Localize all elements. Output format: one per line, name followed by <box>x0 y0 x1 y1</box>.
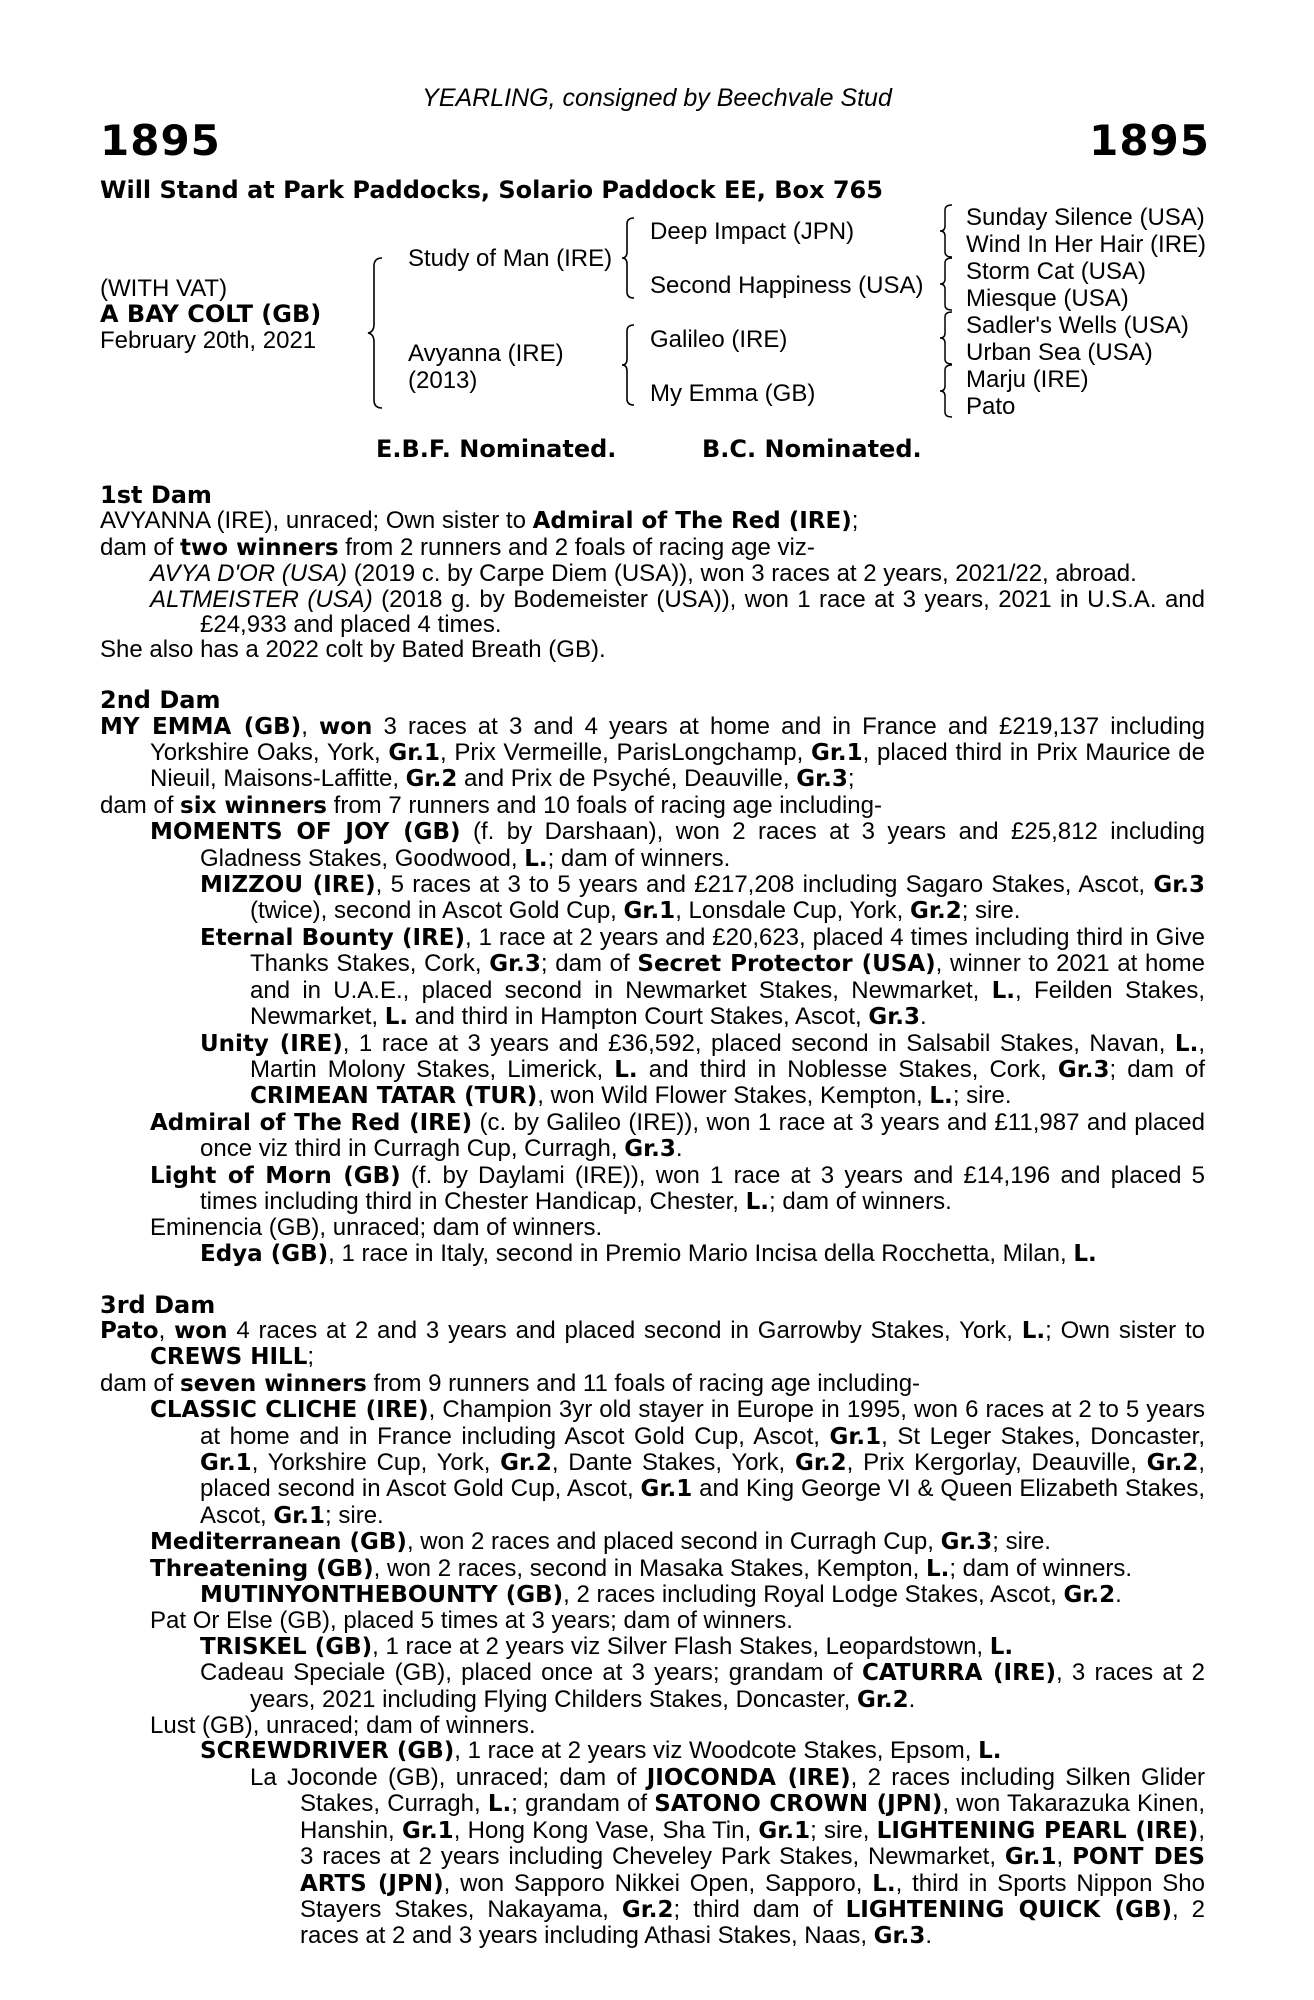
ebf-nomination: E.B.F. Nominated. <box>376 435 617 463</box>
pedigree-dss: Sadler's Wells (USA) <box>966 312 1189 339</box>
pedigree-sss: Sunday Silence (USA) <box>966 204 1205 231</box>
pedigree-sire: Study of Man (IRE) <box>408 245 613 272</box>
foaling-date: February 20th, 2021 <box>100 327 317 354</box>
produce-eternal-bounty: Eternal Bounty (IRE), 1 race at 2 years and £20,623, placed 4 times including third in Give Thanks Stakes, Cork, Gr.3; dam of Secret Protector (USA), winner to 2021 at home and in U.A.E., placed second in Newmarket Stakes, Newmarket, L., Feilden Stakes, Newmarket, L. and third in Hampton Court Stakes, Ascot, Gr.3. <box>200 923 1206 1031</box>
produce-moments-of-joy: MOMENTS OF JOY (GB) (f. by Darshaan), won 2 races at 3 years and £25,812 including Gladness Stakes, Goodwood, L.; dam of winners. <box>150 818 1205 872</box>
produce-eminencia: Eminencia (GB), unraced; dam of winners. <box>150 1214 603 1242</box>
pedigree-dam: Avyanna (IRE) <box>408 340 564 367</box>
produce-2022-colt: She also has a 2022 colt by Bated Breath (GB). <box>100 636 606 664</box>
pedigree-dds: Marju (IRE) <box>966 366 1089 393</box>
third-dam-summary: Pato, won 4 races at 2 and 3 years and placed second in Garrowby Stakes, York, L.; Own sister to CREWS HILL; <box>100 1316 1206 1371</box>
produce-classic-cliche: CLASSIC CLICHE (IRE), Champion 3yr old stayer in Europe in 1995, won 6 races at 2 to 5 years at home and in France including Ascot Gold Cup, Ascot, Gr.1, St Leger Stakes, Doncaster, Gr.1, Yorkshire Cup, York, Gr.2, Dante Stakes, York, Gr.2, Prix Kergorlay, Deauville, Gr.2, placed second in Ascot Gold Cup, Ascot, Gr.1 and King George VI & Queen Elizabeth Stakes, Ascot, Gr.1; sire. <box>150 1396 1205 1529</box>
lot-number-right: 1895 <box>1089 116 1210 165</box>
produce-pat-or-else: Pat Or Else (GB), placed 5 times at 3 years; dam of winners. <box>150 1607 793 1635</box>
pedigree-bracket-ss <box>940 205 956 257</box>
first-dam-produce: dam of two winners from 2 runners and 2 foals of racing age viz- <box>100 533 815 561</box>
produce-avya-dor: AVYA D'OR (USA) (2019 c. by Carpe Diem (USA)), won 3 races at 2 years, 2021/22, abroad. <box>150 560 1137 588</box>
produce-la-joconde: La Joconde (GB), unraced; dam of JIOCONDA (IRE), 2 races including Silken Glider Stakes, Curragh, L.; grandam of SATONO CROWN (JPN), won Takarazuka Kinen, Hanshin, Gr.1, Hong Kong Vase, Sha Tin, Gr.1; sire, LIGHTENING PEARL (IRE), 3 races at 2 years including Cheveley Park Stakes, Newmarket, Gr.1, PONT DES ARTS (JPN), won Sapporo Nikkei Open, Sapporo, L., third in Sports Nippon Sho Stayers Stakes, Nakayama, Gr.2; third dam of LIGHTENING QUICK (GB), 2 races at 2 and 3 years including Athasi Stakes, Naas, Gr.3. <box>250 1763 1206 1950</box>
produce-light-of-morn: Light of Morn (GB) (f. by Daylami (IRE)), won 1 race at 3 years and £14,196 and placed 5 times including third in Chester Handicap, Chester, L.; dam of winners. <box>150 1161 1205 1215</box>
pedigree-sire-dam: Second Happiness (USA) <box>650 272 924 299</box>
pedigree-sdd: Miesque (USA) <box>966 285 1129 312</box>
pedigree-dam-sire: Galileo (IRE) <box>650 326 788 353</box>
second-dam-summary: MY EMMA (GB), won 3 races at 3 and 4 years at home and in France and £219,137 including Yorkshire Oaks, York, Gr.1, Prix Vermeille, ParisLongchamp, Gr.1, placed third in Prix Maurice de Nieuil, Maisons-Laffitte, Gr.2 and Prix de Psyché, Deauville, Gr.3; <box>100 712 1206 793</box>
produce-lust: Lust (GB), unraced; dam of winners. <box>150 1712 536 1740</box>
first-dam-summary: AVYANNA (IRE), unraced; Own sister to Admiral of The Red (IRE); <box>100 507 859 535</box>
vat-note: (WITH VAT) <box>100 275 228 302</box>
pedigree-bracket-dam <box>622 325 638 405</box>
pedigree-bracket-ds <box>940 312 956 364</box>
produce-cadeau-speciale: Cadeau Speciale (GB), placed once at 3 years; grandam of CATURRA (IRE), 3 races at 2 years, 2021 including Flying Childers Stakes, Doncaster, Gr.2. <box>200 1659 1205 1713</box>
consignment-line: YEARLING, consigned by Beechvale Stud <box>422 84 892 112</box>
bc-nomination: B.C. Nominated. <box>702 435 922 463</box>
produce-mizzou: MIZZOU (IRE), 5 races at 3 to 5 years and £217,208 including Sagaro Stakes, Ascot, Gr.3 (twice), second in Ascot Gold Cup, Gr.1, Lonsdale Cup, York, Gr.2; sire. <box>200 871 1205 925</box>
first-dam-heading: 1st Dam <box>100 481 212 509</box>
produce-threatening: Threatening (GB), won 2 races, second in Masaka Stakes, Kempton, L.; dam of winners. <box>150 1554 1133 1582</box>
produce-altmeister: ALTMEISTER (USA) (2018 g. by Bodemeister (USA)), won 1 race at 3 years, 2021 in U.S.A. and £24,933 and placed 4 times. <box>150 585 1205 639</box>
produce-mutinyonthebounty: MUTINYONTHEBOUNTY (GB), 2 races including Royal Lodge Stakes, Ascot, Gr.2. <box>200 1581 1122 1609</box>
pedigree-bracket-main <box>368 258 388 408</box>
stand-location: Will Stand at Park Paddocks, Solario Paddock EE, Box 765 <box>100 176 883 204</box>
horse-name: A BAY COLT (GB) <box>100 300 322 328</box>
produce-mediterranean: Mediterranean (GB), won 2 races and placed second in Curragh Cup, Gr.3; sire. <box>150 1528 1051 1556</box>
third-dam-heading: 3rd Dam <box>100 1290 216 1319</box>
pedigree-dam-year: (2013) <box>408 367 478 394</box>
pedigree-bracket-sd <box>940 258 956 310</box>
pedigree-sds: Storm Cat (USA) <box>966 258 1147 285</box>
pedigree-bracket-dd <box>940 365 956 417</box>
produce-admiral-of-the-red: Admiral of The Red (IRE) (c. by Galileo (IRE)), won 1 race at 3 years and £11,987 and placed once viz third in Curragh Cup, Curragh, Gr.3. <box>150 1108 1205 1163</box>
third-dam-produce: dam of seven winners from 9 runners and 11 foals of racing age including- <box>100 1369 921 1397</box>
pedigree-bracket-sire <box>622 218 638 298</box>
produce-triskel: TRISKEL (GB), 1 race at 2 years viz Silver Flash Stakes, Leopardstown, L. <box>200 1632 1014 1660</box>
second-dam-produce: dam of six winners from 7 runners and 10 foals of racing age including- <box>100 791 882 819</box>
second-dam-heading: 2nd Dam <box>100 686 221 715</box>
produce-edya: Edya (GB), 1 race in Italy, second in Premio Mario Incisa della Rocchetta, Milan, L. <box>200 1239 1097 1267</box>
produce-unity: Unity (IRE), 1 race at 3 years and £36,592, placed second in Salsabil Stakes, Navan, L., Martin Molony Stakes, Limerick, L. and third in Noblesse Stakes, Cork, Gr.3; dam of CRIMEAN TATAR (TUR), won Wild Flower Stakes, Kempton, L.; sire. <box>200 1029 1205 1110</box>
produce-screwdriver: SCREWDRIVER (GB), 1 race at 2 years viz Woodcote Stakes, Epsom, L. <box>200 1737 1002 1765</box>
pedigree-sire-sire: Deep Impact (JPN) <box>650 218 855 245</box>
pedigree-dam-dam: My Emma (GB) <box>650 380 816 407</box>
pedigree-dsd: Urban Sea (USA) <box>966 339 1153 366</box>
pedigree-ssd: Wind In Her Hair (IRE) <box>966 231 1207 258</box>
lot-number-left: 1895 <box>100 116 221 165</box>
catalogue-page-body <box>100 483 1205 1950</box>
pedigree-ddd: Pato <box>966 393 1016 420</box>
